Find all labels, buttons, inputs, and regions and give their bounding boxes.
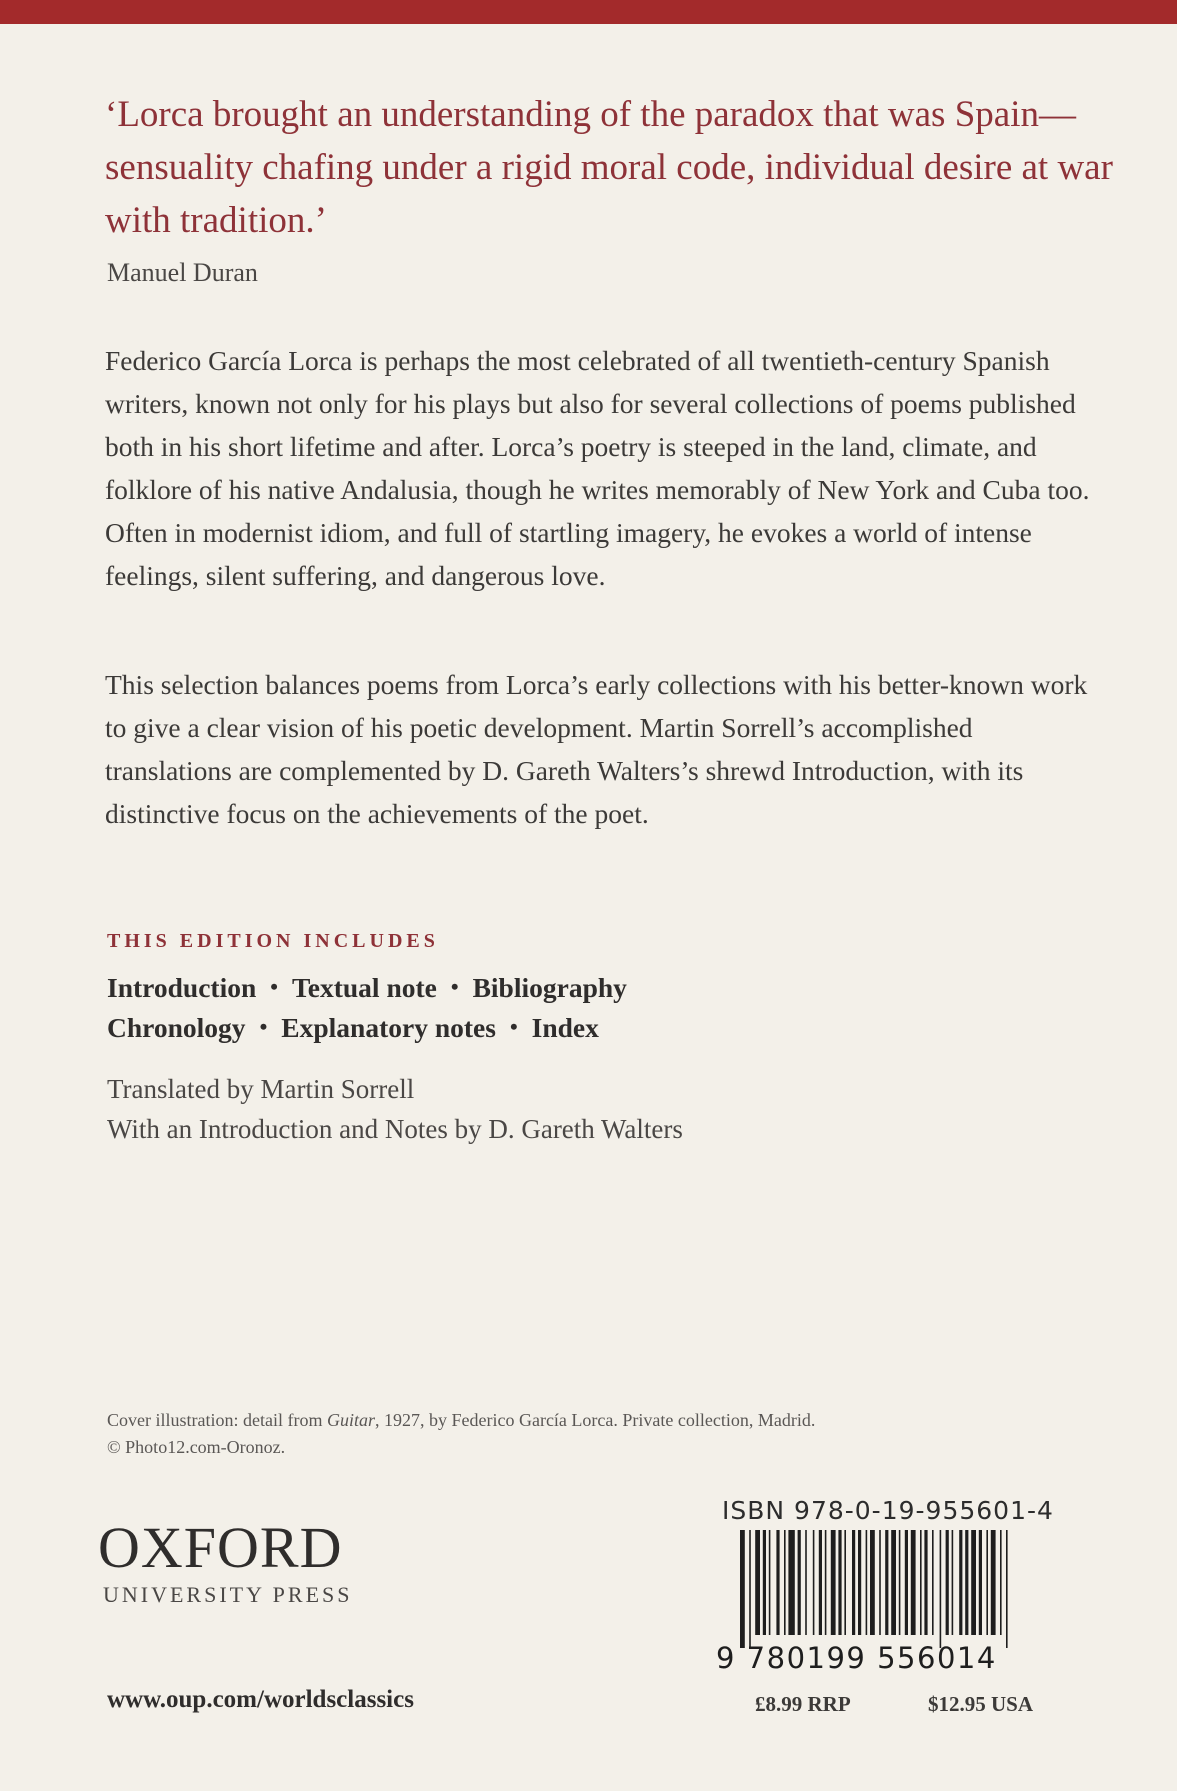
bullet-icon: • <box>259 1014 268 1039</box>
barcode-bars <box>740 1530 1008 1648</box>
edition-item-textual-note: Textual note <box>291 972 437 1003</box>
barcode-bar <box>776 1530 779 1635</box>
bullet-icon: • <box>509 1014 518 1039</box>
barcode-bar <box>866 1530 868 1635</box>
edition-includes-line-1 <box>107 972 627 1004</box>
barcode-bar <box>991 1530 996 1635</box>
barcode-digits: 9 780199 556014 <box>716 1641 997 1673</box>
edition-includes-line-2 <box>107 1012 599 1044</box>
translator-credit: Translated by Martin Sorrell <box>107 1074 415 1104</box>
barcode-bar <box>825 1530 827 1635</box>
barcode-bar <box>979 1530 982 1635</box>
barcode-bar <box>749 1530 751 1648</box>
isbn-label: ISBN 978-0-19-955601-4 <box>722 1496 1054 1525</box>
barcode-bar <box>911 1530 916 1635</box>
quote-attribution: Manuel Duran <box>107 258 258 287</box>
barcode-bar <box>905 1530 908 1635</box>
barcode-bar <box>946 1530 949 1635</box>
oup-logo-subtitle: UNIVERSITY PRESS <box>103 1582 353 1607</box>
description-paragraph-1: Federico García Lorca is perhaps the most celebrated of all twentieth-century Spanish writers, known not only for his plays but also for several collections of poems published both in his short lifetime and after. Lorca’s poetry is steeped in the land, climate, and folklore of his native Andalusia, though he writes memorably of New York and Cuba too. Often in modernist idiom, and full of startling imagery, he evokes a world of intense feelings, silent suffering, and dangerous love. <box>105 345 1090 591</box>
barcode-bar <box>971 1530 976 1635</box>
edition-item-index: Index <box>531 1012 599 1043</box>
barcode-bar <box>831 1530 836 1635</box>
barcode-bar <box>920 1530 922 1635</box>
barcode-bar <box>838 1530 841 1635</box>
barcode-bar <box>740 1530 745 1648</box>
top-color-band <box>0 0 1177 24</box>
description-paragraph-2: This selection balances poems from Lorca’s early collections with his better-known work to give a clear vision of his poetic development. Martin Sorrell’s accomplished translations are complemented by D. Gareth Walters’s shrewd Introduction, with its distinctive focus on the achievements of the poet. <box>105 669 1088 829</box>
isbn-barcode <box>716 1528 1056 1673</box>
price-us: $12.95 USA <box>928 1692 1034 1716</box>
barcode-bar <box>986 1530 988 1635</box>
edition-item-bibliography: Bibliography <box>472 972 627 1003</box>
barcode-bar <box>940 1530 942 1648</box>
barcode-bar <box>858 1530 861 1635</box>
barcode-bar <box>798 1530 801 1635</box>
barcode-bar <box>899 1530 901 1635</box>
barcode-bar <box>819 1530 822 1635</box>
publisher-url: www.oup.com/worldsclassics <box>107 1686 414 1713</box>
barcode-bar <box>788 1530 794 1635</box>
barcode-bar <box>924 1530 927 1635</box>
barcode-bar <box>885 1530 888 1635</box>
barcode-bar <box>852 1530 855 1635</box>
cover-artwork-title: Guitar <box>326 1410 375 1430</box>
barcode-bar <box>932 1530 934 1635</box>
bullet-icon: • <box>270 974 278 999</box>
cover-illustration-credit <box>107 1407 1007 1461</box>
barcode-bar <box>769 1530 771 1635</box>
barcode-bar <box>1006 1530 1008 1648</box>
price-uk: £8.99 RRP <box>755 1692 851 1716</box>
barcode-bar <box>813 1530 815 1635</box>
bullet-icon: • <box>450 974 459 999</box>
barcode-bar <box>952 1530 954 1635</box>
barcode-bar <box>965 1530 968 1635</box>
barcode-bar <box>870 1530 875 1635</box>
pull-quote: ‘Lorca brought an understanding of the paradox that was Spain—sensuality chafing under a rigid moral code, individual desire at war with tradition.’ <box>105 94 1113 241</box>
photo-copyright: © Photo12.com-Oronoz. <box>107 1437 286 1457</box>
barcode-bar <box>805 1530 807 1635</box>
barcode-bar <box>844 1530 846 1635</box>
introduction-credit: With an Introduction and Notes by D. Gareth Walters <box>107 1114 683 1144</box>
barcode-bar <box>879 1530 881 1635</box>
barcode-bar <box>959 1530 962 1635</box>
edition-item-chronology: Chronology <box>107 1012 246 1043</box>
barcode-bar <box>1000 1530 1002 1635</box>
barcode-bar <box>755 1530 760 1635</box>
barcode-bar <box>763 1530 766 1635</box>
cover-credit-suffix: , 1927, by Federico García Lorca. Private collection, Madrid. <box>374 1410 816 1430</box>
barcode-bar <box>891 1530 896 1635</box>
edition-includes-heading: THIS EDITION INCLUDES <box>107 930 439 952</box>
edition-item-explanatory-notes: Explanatory notes <box>281 1012 496 1043</box>
barcode-bar <box>784 1530 786 1635</box>
edition-item-introduction: Introduction <box>107 972 257 1003</box>
cover-credit-prefix: Cover illustration: detail from <box>107 1410 327 1430</box>
oxford-logo: OXFORD <box>98 1515 343 1580</box>
